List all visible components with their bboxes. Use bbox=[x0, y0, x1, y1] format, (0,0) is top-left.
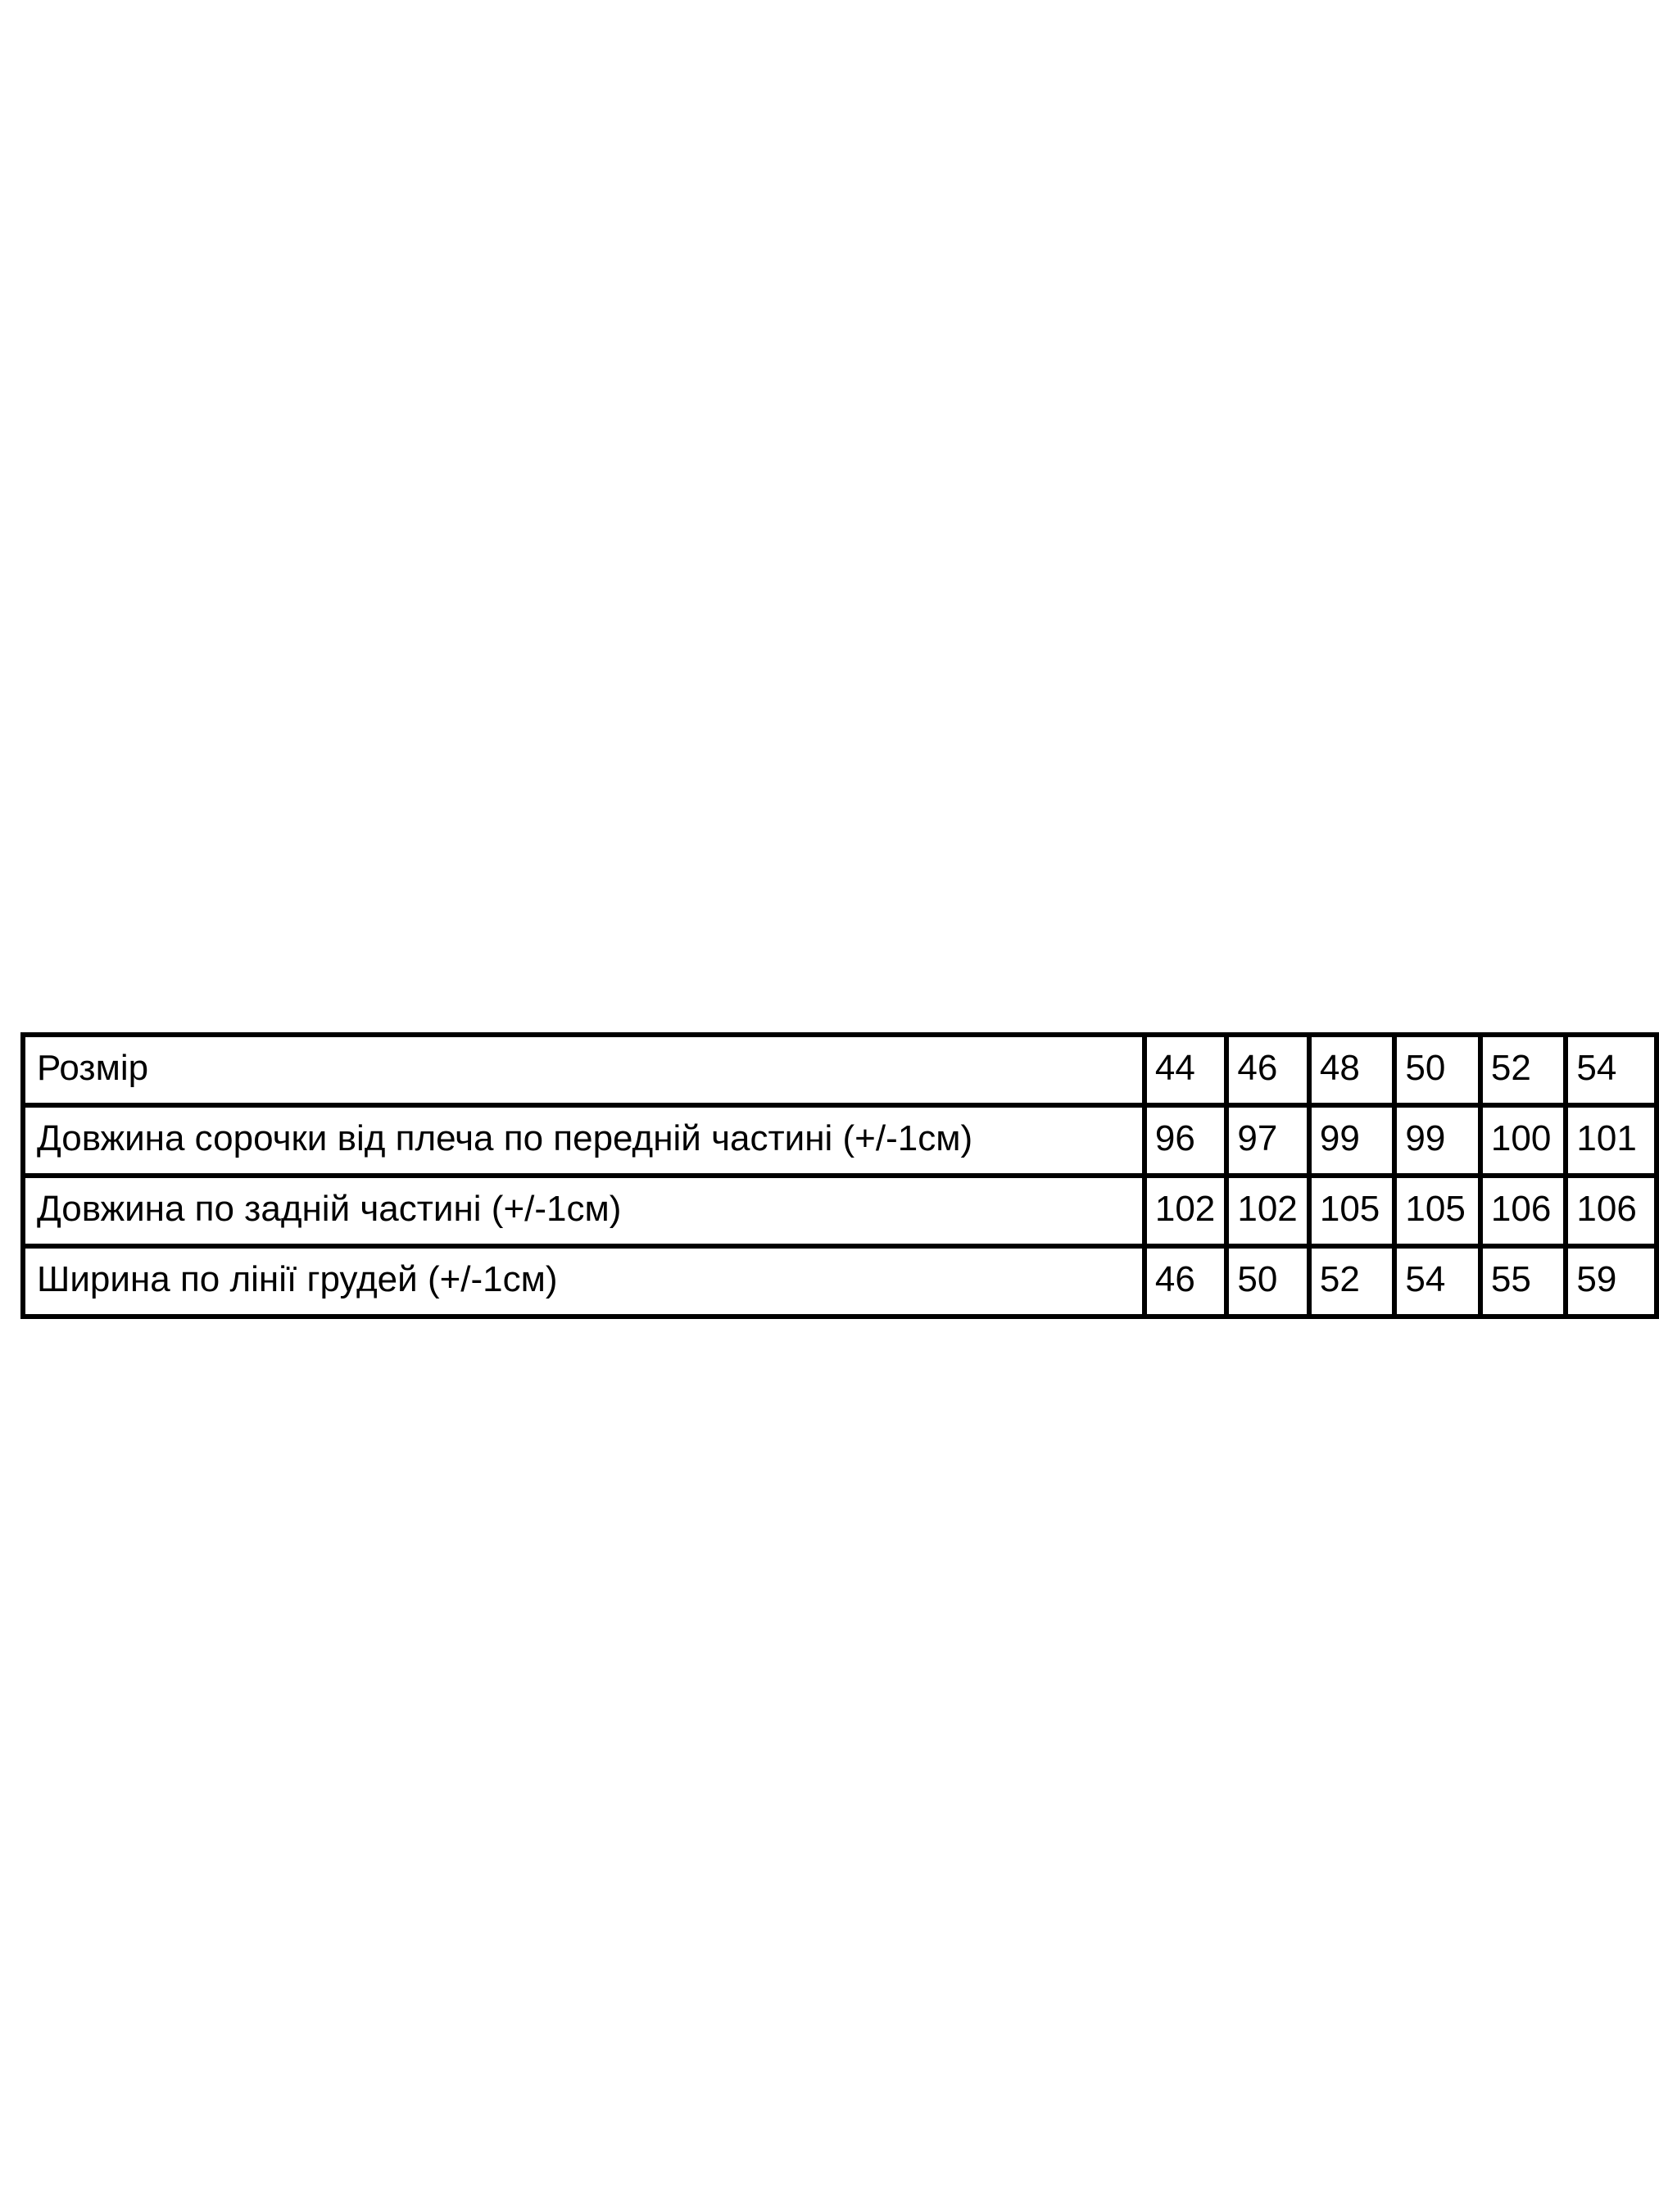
cell-value: 46 bbox=[1226, 1035, 1309, 1105]
cell-value: 106 bbox=[1480, 1176, 1566, 1246]
row-label: Розмір bbox=[23, 1035, 1145, 1105]
cell-value: 106 bbox=[1566, 1176, 1657, 1246]
cell-value: 105 bbox=[1309, 1176, 1395, 1246]
cell-value: 96 bbox=[1145, 1105, 1227, 1176]
table-row bbox=[23, 1105, 1657, 1176]
cell-value: 50 bbox=[1394, 1035, 1480, 1105]
cell-value: 100 bbox=[1480, 1105, 1566, 1176]
table-row bbox=[23, 1176, 1657, 1246]
cell-value: 54 bbox=[1566, 1035, 1657, 1105]
cell-value: 55 bbox=[1480, 1246, 1566, 1317]
cell-value: 101 bbox=[1566, 1105, 1657, 1176]
table-row bbox=[23, 1035, 1657, 1105]
size-chart-container bbox=[20, 1032, 1659, 1319]
cell-value: 48 bbox=[1309, 1035, 1395, 1105]
row-label: Довжина по задній частині (+/-1см) bbox=[23, 1176, 1145, 1246]
cell-value: 46 bbox=[1145, 1246, 1227, 1317]
cell-value: 44 bbox=[1145, 1035, 1227, 1105]
table-row bbox=[23, 1246, 1657, 1317]
cell-value: 102 bbox=[1226, 1176, 1309, 1246]
cell-value: 50 bbox=[1226, 1246, 1309, 1317]
row-label: Ширина по лінії грудей (+/-1см) bbox=[23, 1246, 1145, 1317]
cell-value: 102 bbox=[1145, 1176, 1227, 1246]
cell-value: 52 bbox=[1309, 1246, 1395, 1317]
cell-value: 99 bbox=[1309, 1105, 1395, 1176]
cell-value: 105 bbox=[1394, 1176, 1480, 1246]
row-label: Довжина сорочки від плеча по передній частині (+/-1см) bbox=[23, 1105, 1145, 1176]
cell-value: 99 bbox=[1394, 1105, 1480, 1176]
size-chart-table bbox=[20, 1032, 1659, 1319]
cell-value: 97 bbox=[1226, 1105, 1309, 1176]
cell-value: 52 bbox=[1480, 1035, 1566, 1105]
cell-value: 59 bbox=[1566, 1246, 1657, 1317]
cell-value: 54 bbox=[1394, 1246, 1480, 1317]
